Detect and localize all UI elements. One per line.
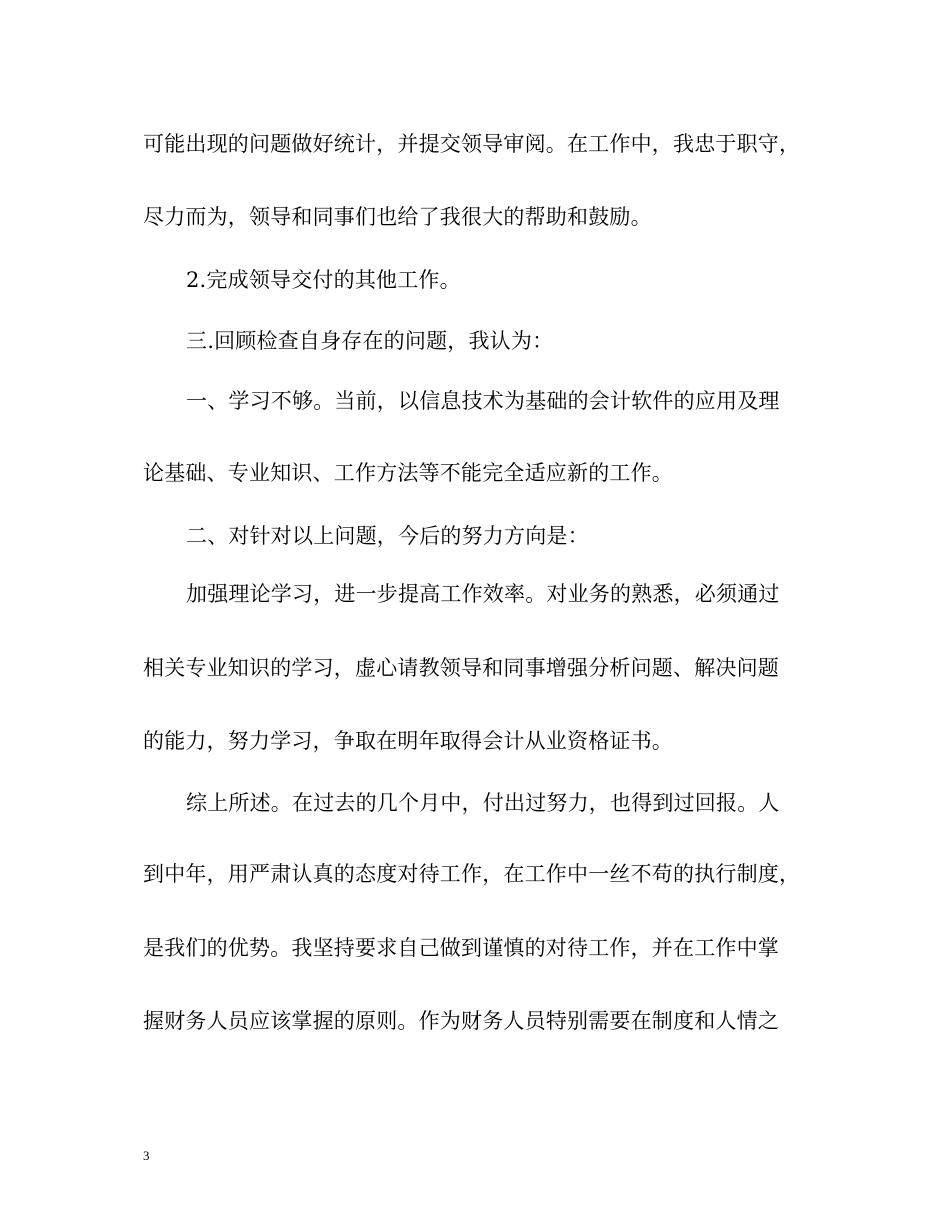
text-line-7: 二、对针对以上问题，今后的努力方向是： <box>186 524 589 548</box>
text-line-10: 的能力，努力学习，争取在明年取得会计从业资格证书。 <box>143 729 673 753</box>
text-line-4: 三.回顾检查自身存在的问题，我认为： <box>186 329 554 353</box>
text-line-3: 2.完成领导交付的其他工作。 <box>186 268 461 292</box>
text-line-12: 到中年，用严肃认真的态度对待工作，在工作中一丝不苟的执行制度， <box>143 862 801 886</box>
page-number: 3 <box>143 1148 150 1163</box>
text-line-13: 是我们的优势。我坚持要求自己做到谨慎的对待工作，并在工作中掌 <box>143 936 779 960</box>
text-line-11: 综上所述。在过去的几个月中，付出过努力，也得到过回报。人 <box>186 791 780 815</box>
text-line-9: 相关专业知识的学习，虚心请教领导和同事增强分析问题、解决问题 <box>143 656 779 680</box>
text-line-8: 加强理论学习，进一步提高工作效率。对业务的熟悉，必须通过 <box>186 582 780 606</box>
text-line-2: 尽力而为，领导和同事们也给了我很大的帮助和鼓励。 <box>143 205 652 229</box>
text-line-6: 论基础、专业知识、工作方法等不能完全适应新的工作。 <box>143 461 673 485</box>
text-line-14: 握财务人员应该掌握的原则。作为财务人员特别需要在制度和人情之 <box>143 1009 779 1033</box>
text-line-1: 可能出现的问题做好统计，并提交领导审阅。在工作中，我忠于职守， <box>143 132 801 156</box>
text-line-5: 一、学习不够。当前，以信息技术为基础的会计软件的应用及理 <box>186 389 780 413</box>
